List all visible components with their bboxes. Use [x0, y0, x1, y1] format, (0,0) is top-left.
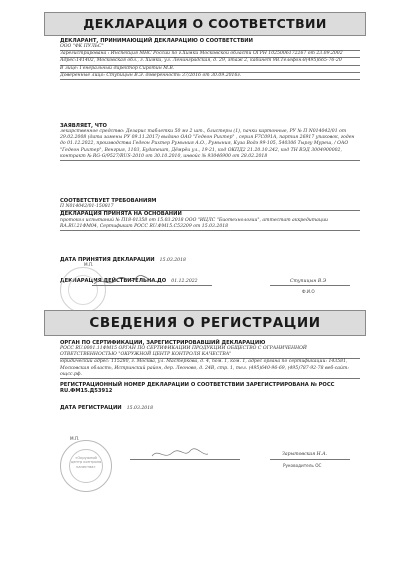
signer-name-2: Зарытовская Н.А. — [282, 452, 328, 457]
name-line-1 — [270, 285, 350, 286]
name-line-2 — [270, 459, 350, 460]
declarant-address: Адрес:141402, Московская обл., г. Химки, ул. Ленинградская, д. 29, этаж 2, кабинет 9В.Телефон:8(495)665-76-20 — [60, 58, 360, 65]
statement-text: лекарственное средство: Дезарис таблетки 50 мг 2 шт., блистеры (1), пачки картонные, РУ № П N014042/01 от 29.02.2008 (дата замены РУ 09.11.2017) выдано ОАО "Гедеон Рихтер" , серия F7C091A, партия 26917 упаковок, годен до 01.12.2022, производства Гедеон Рихтер Румыния А.О., Румыния, Куза Водэ 99-105, 540306 Тыргу Муреш, / ОАО "Гедеон Рихтер", Венгрия, 1103, Будапешт, Дёмрёи ул., 19-21, код ОКПД2 21.20.10.242, код ТН ВЭД 3004900002, контракт № RG-G/9527/RUS-2010 от 30.10.2010, инвойс № 93046900 от 28.02.2018 — [60, 129, 360, 160]
requirements-section — [60, 198, 360, 231]
signer-role-2: Руководитель ОС — [283, 463, 322, 468]
valid-date-label: ДЕКЛАРАЦИЯ ДЕЙСТВИТЕЛЬНА ДО — [60, 278, 167, 284]
declarant-caption: ДЕКЛАРАНТ, ПРИНИМАЮЩИЙ ДЕКЛАРАЦИЮ О СООТВЕТСТВИИ — [60, 38, 253, 44]
valid-date-value: 01.12.2022 — [171, 279, 198, 284]
statement-caption: ЗАЯВЛЯЕТ, ЧТО — [60, 123, 107, 129]
declarant-org: ООО "ФК ПУЛЬС" — [60, 44, 360, 51]
registration-title: СВЕДЕНИЯ О РЕГИСТРАЦИИ — [44, 310, 366, 336]
declarant-section — [60, 38, 360, 80]
seal-mark-2: М.П. — [70, 436, 80, 441]
signature-line-2 — [130, 459, 240, 460]
signature-line-1 — [92, 285, 212, 286]
stamp-2 — [60, 440, 112, 492]
requirements-value: П N014042/01-150817 — [60, 204, 360, 211]
declarant-registration: Зарегистрирована : Инспекция МНС России по г.Химки Московской области ОГРН 1025006172267 от 23.09.2002 — [60, 51, 360, 58]
registration-address: юридический адрес: 115280, г. Москва, ул. Мастеркова, д. 4, пом. 1, ком. 1, адрес органа по сертификации: 143581, Московская область, Истринский район, дер. Леоново, д. 24В, стр. 1, тел. (495)640-96-69, (495)787-92-78 веб-сайт: ощсс.рф. — [60, 359, 360, 378]
registration-section — [60, 340, 360, 413]
registration-date-row — [60, 394, 360, 413]
registration-date-value: 15.03.2018 — [126, 406, 154, 412]
document-title: ДЕКЛАРАЦИЯ О СООТВЕТСТВИИ — [44, 12, 366, 36]
registration-number: РЕГИСТРАЦИОННЫЙ НОМЕР ДЕКЛАРАЦИИ О СООТВЕТСТВИИ ЗАРЕГИСТРИРОВАНА № РОСС RU.ФМ15.Д53912 — [60, 381, 335, 395]
basis-text: протокол испытаний № П18-01358 от 15.03.2018 ООО "ИЦЛС "Биотехнологии", аттестат аккредитации RA.RU.21ФМ04, Сертификат РОСС RU.ФМ15.С53209 от 15.03.2018 — [60, 218, 360, 231]
handwritten-signature-1 — [92, 272, 162, 290]
signer-name-1: Ступицын В.Э — [290, 279, 327, 284]
registration-body: РОСС RU.0001.11ФМ15 ОРГАН ПО СЕРТИФИКАЦИИ ПРОДУКЦИИ ОБЩЕСТВО С ОГРАНИЧЕННОЙ ОТВЕТСТВЕННОСТЬЮ "ОКРУЖНОЙ ЦЕНТР КОНТРОЛЯ КАЧЕСТВА" — [60, 346, 360, 359]
fio-caption: Ф.И.О — [302, 289, 315, 294]
stamp-2-text-middle: центр контроля — [70, 460, 102, 465]
stamp-2-text — [61, 456, 111, 469]
accepted-date-row — [60, 246, 360, 265]
declarant-power: Доверенные лицо: Ступицын В.Э. доверенность 37/2016 от 30.09.2016г. — [60, 73, 360, 80]
accepted-date-label: ДАТА ПРИНЯТИЯ ДЕКЛАРАЦИИ — [60, 257, 155, 263]
stamp-2-text-top: «Окружной — [75, 456, 97, 460]
declarant-director: В лице: Генеральный директор Сиротин М.В. — [60, 66, 360, 73]
accepted-date-value: 15.03.2018 — [159, 258, 186, 263]
requirements-caption: СООТВЕТСТВУЕТ ТРЕБОВАНИЯМ — [60, 198, 157, 204]
registration-caption: ОРГАН ПО СЕРТИФИКАЦИИ, ЗАРЕГИСТРИРОВАВШИЙ ДЕКЛАРАЦИЮ — [60, 340, 266, 346]
stamp-2-text-bottom: качества» — [76, 464, 96, 469]
seal-mark-1: М.П. — [84, 262, 94, 267]
registration-date-label: ДАТА РЕГИСТРАЦИИ — [60, 405, 122, 412]
statement-section — [60, 123, 360, 161]
basis-caption: ДЕКЛАРАЦИЯ ПРИНЯТА НА ОСНОВАНИИ — [60, 211, 182, 218]
